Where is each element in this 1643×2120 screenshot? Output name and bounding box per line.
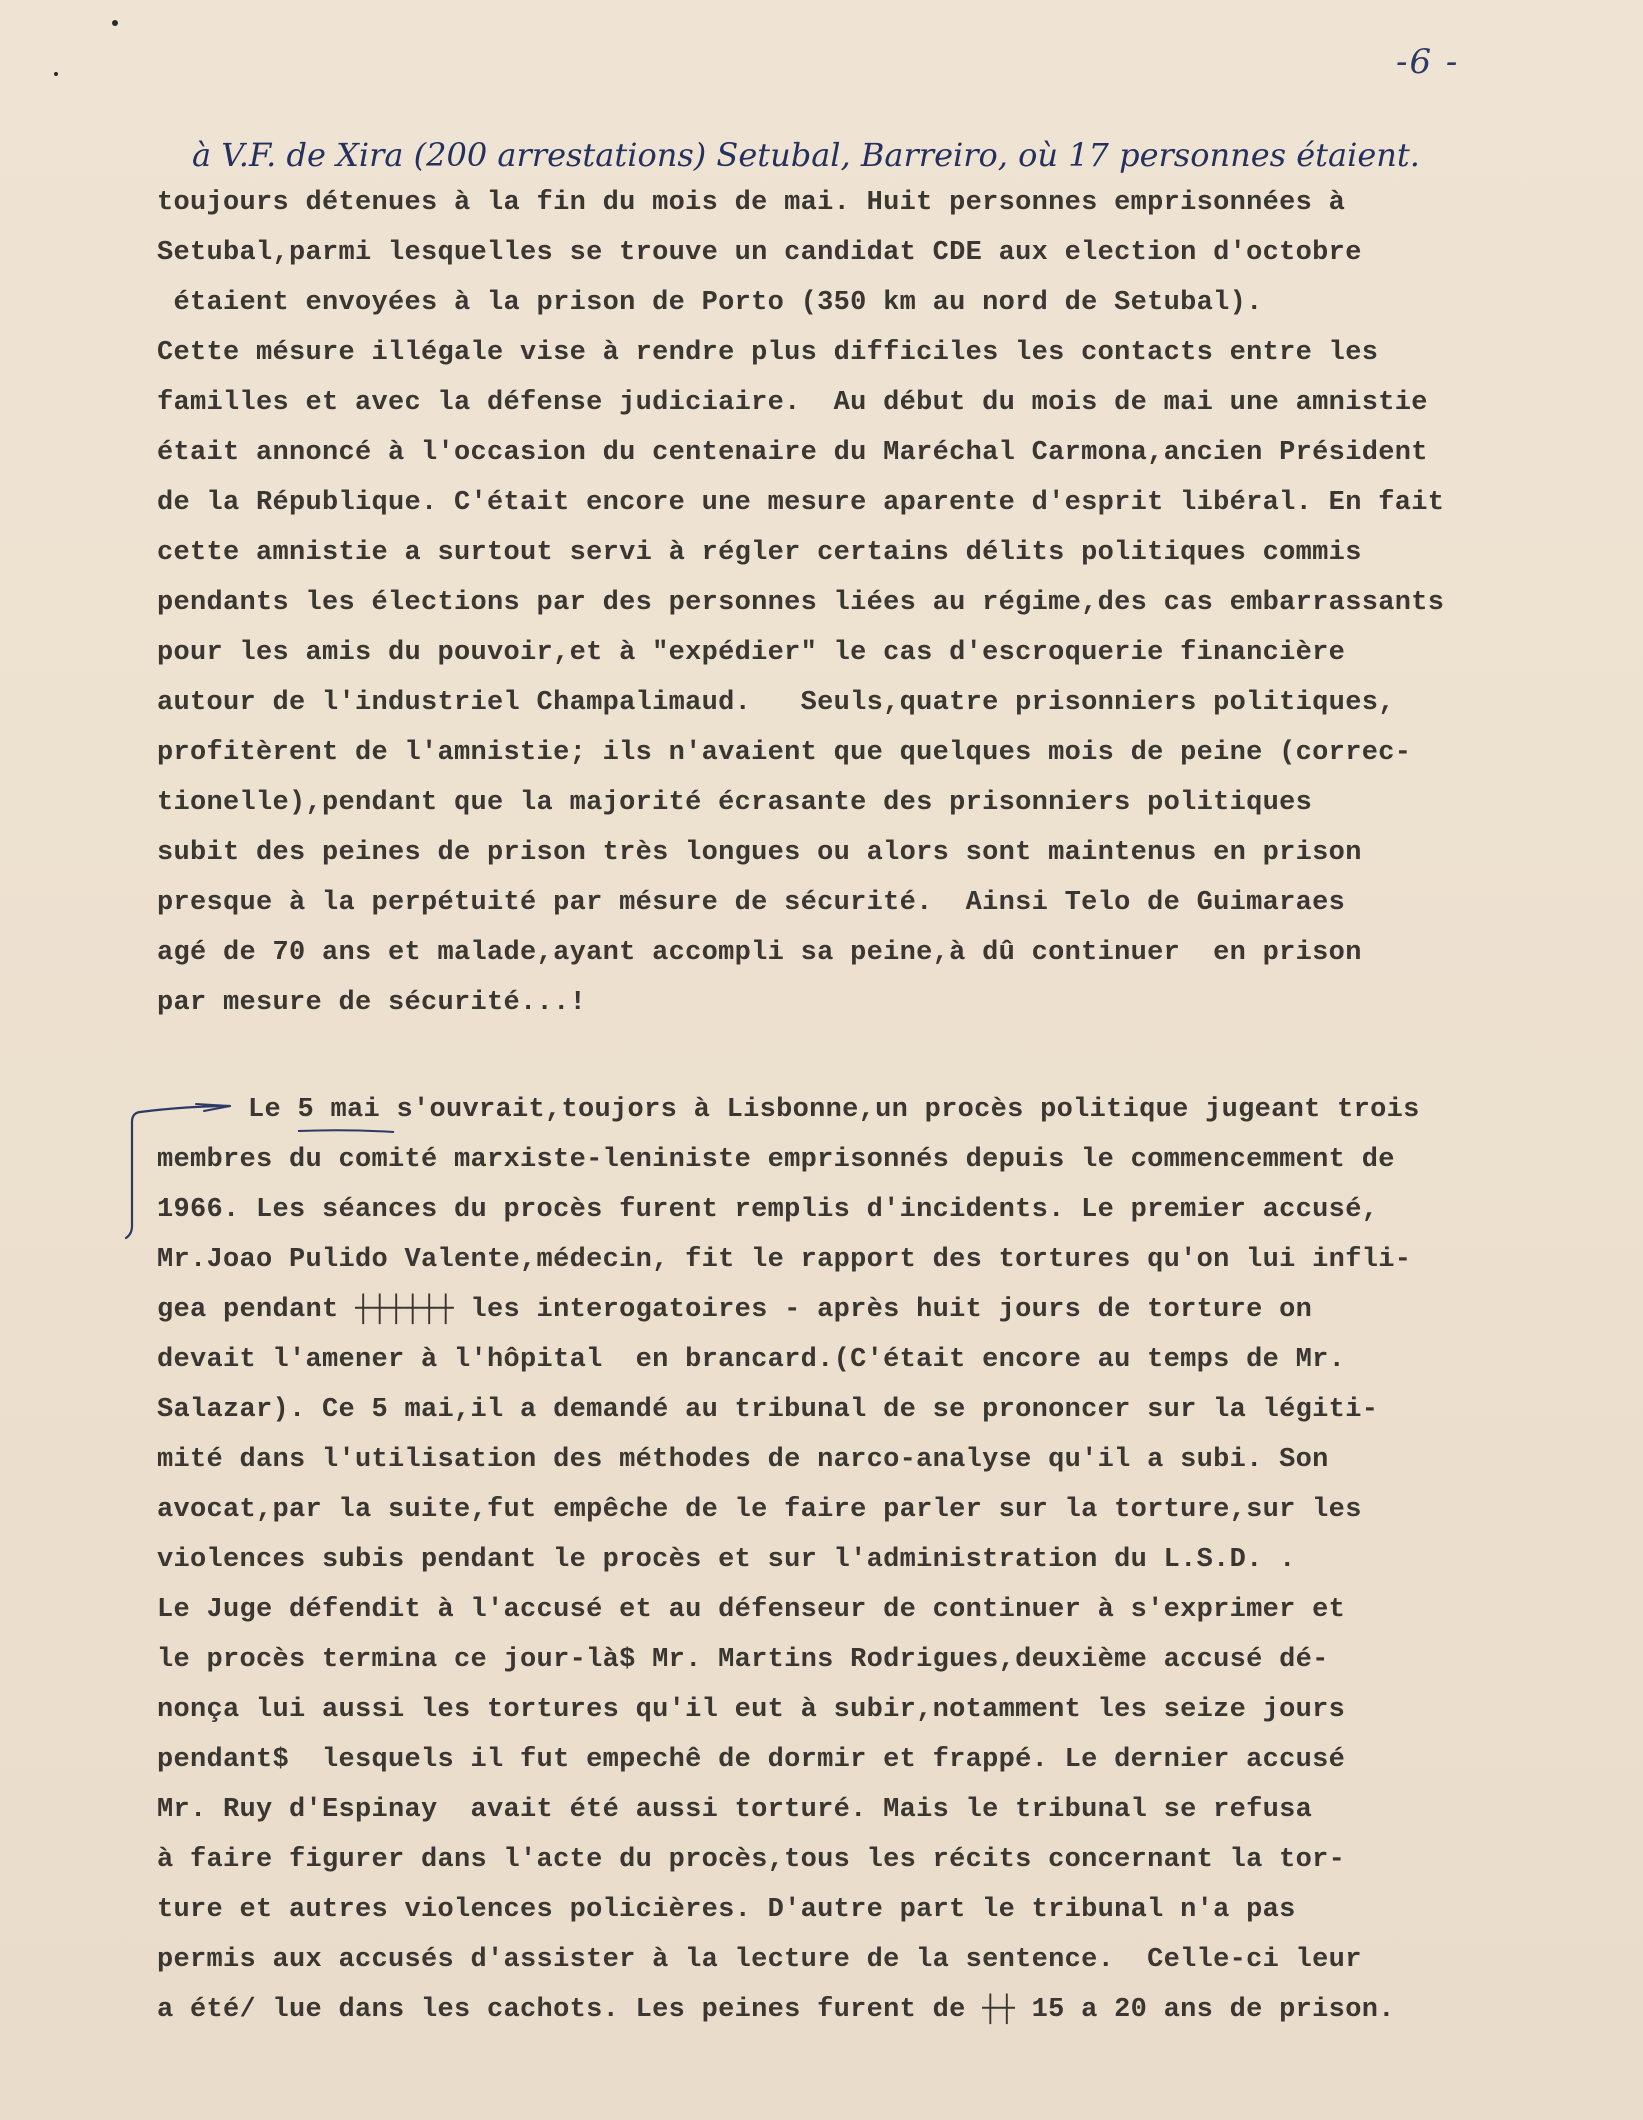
text-line: permis aux accusés d'assister à la lecture de la sentence. Celle-ci leur <box>157 1945 1362 1975</box>
text-line: familles et avec la défense judiciaire. Au début du mois de mai une amnistie <box>157 388 1428 418</box>
text-line: toujours détenues à la fin du mois de mai. Huit personnes emprisonnées à <box>157 188 1346 218</box>
text-line: membres du comité marxiste-leniniste emprisonnés depuis le commencemment de <box>157 1145 1395 1175</box>
text-line: 1966. Les séances du procès furent remplis d'incidents. Le premier accusé, <box>157 1195 1379 1225</box>
text-line: agé de 70 ans et malade,ayant accompli sa peine,à dû continuer en prison <box>157 938 1362 968</box>
text-line: à faire figurer dans l'acte du procès,tous les récits concernant la tor- <box>157 1845 1346 1875</box>
text-line: le procès termina ce jour-là$ Mr. Martins Rodrigues,deuxième accusé dé- <box>157 1645 1329 1675</box>
text-line: devait l'amener à l'hôpital en brancard.(C'était encore au temps de Mr. <box>157 1345 1346 1375</box>
text-line: violences subis pendant le procès et sur l'administration du L.S.D. . <box>157 1545 1296 1575</box>
text-line: Mr.Joao Pulido Valente,médecin, fit le rapport des tortures qu'on lui infli- <box>157 1245 1412 1275</box>
text-line: de la République. C'était encore une mesure aparente d'esprit libéral. En fait <box>157 488 1445 518</box>
text-line: pendants les élections par des personnes liées au régime,des cas embarrassants <box>157 588 1445 618</box>
text-line: cette amnistie a surtout servi à régler certains délits politiques commis <box>157 538 1362 568</box>
text-line: mité dans l'utilisation des méthodes de narco-analyse qu'il a subi. Son <box>157 1445 1329 1475</box>
text-line: Le 5 mai s'ouvrait,toujors à Lisbonne,un procès politique jugeant trois <box>248 1095 1420 1125</box>
text-line: tionelle),pendant que la majorité écrasante des prisonniers politiques <box>157 788 1313 818</box>
text-line: gea pendant ┼┼┼┼┼┼ les interogatoires - après huit jours de torture on <box>157 1295 1313 1325</box>
text-line: profitèrent de l'amnistie; ils n'avaient que quelques mois de peine (correc- <box>157 738 1412 768</box>
text-line: presque à la perpétuité par mésure de sécurité. Ainsi Telo de Guimaraes <box>157 888 1346 918</box>
text-line: Salazar). Ce 5 mai,il a demandé au tribunal de se prononcer sur la légiti- <box>157 1395 1379 1425</box>
page-number: -6 - <box>1396 42 1460 82</box>
text-line: étaient envoyées à la prison de Porto (350 km au nord de Setubal). <box>157 288 1263 318</box>
margin-dot-left <box>54 72 58 76</box>
handwritten-annotation: à V.F. de Xira (200 arrestations) Setubal, Barreiro, où 17 personnes étaient. <box>192 136 1420 174</box>
text-line: pendant$ lesquels il fut empechê de dormir et frappé. Le dernier accusé <box>157 1745 1346 1775</box>
text-line: pour les amis du pouvoir,et à "expédier" le cas d'escroquerie financière <box>157 638 1346 668</box>
text-line: autour de l'industriel Champalimaud. Seuls,quatre prisonniers politiques, <box>157 688 1395 718</box>
underline-5-mai <box>296 1126 396 1136</box>
text-line: par mesure de sécurité...! <box>157 988 587 1018</box>
text-line: Le Juge défendit à l'accusé et au défenseur de continuer à s'exprimer et <box>157 1595 1346 1625</box>
text-line: ture et autres violences policières. D'autre part le tribunal n'a pas <box>157 1895 1296 1925</box>
text-line: Cette mésure illégale vise à rendre plus difficiles les contacts entre les <box>157 338 1379 368</box>
text-line: nonça lui aussi les tortures qu'il eut à subir,notamment les seize jours <box>157 1695 1346 1725</box>
text-line: Setubal,parmi lesquelles se trouve un candidat CDE aux election d'octobre <box>157 238 1362 268</box>
text-line: était annoncé à l'occasion du centenaire du Maréchal Carmona,ancien Président <box>157 438 1428 468</box>
text-line: Mr. Ruy d'Espinay avait été aussi torturé. Mais le tribunal se refusa <box>157 1795 1313 1825</box>
margin-dot-top <box>112 20 118 26</box>
text-line: avocat,par la suite,fut empêche de le faire parler sur la torture,sur les <box>157 1495 1362 1525</box>
text-line: subit des peines de prison très longues ou alors sont maintenus en prison <box>157 838 1362 868</box>
text-line: a été/ lue dans les cachots. Les peines furent de ┼┼ 15 a 20 ans de prison. <box>157 1995 1395 2025</box>
